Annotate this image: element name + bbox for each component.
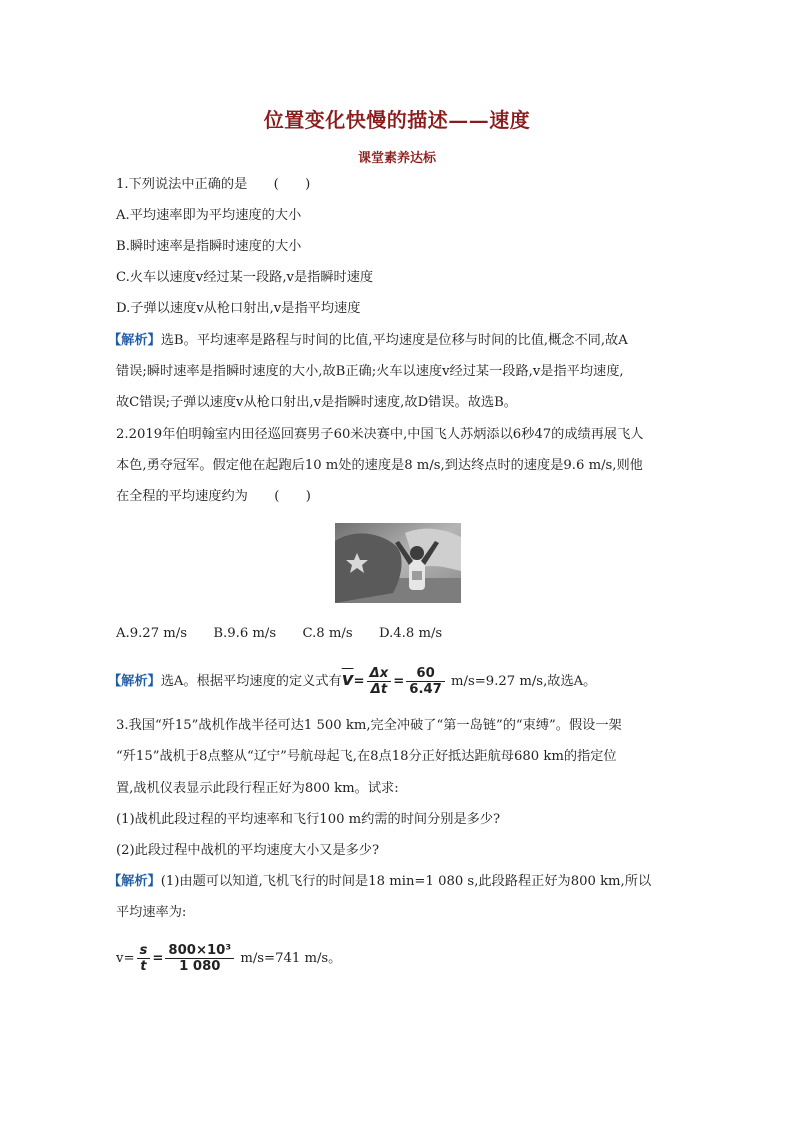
q3-formula-result: m/s=741 m/s。 xyxy=(236,951,342,966)
q2-analysis-text: 选A。根据平均速度的定义式有 xyxy=(160,674,342,689)
q1-option-a: A.平均速率即为平均速度的大小 xyxy=(116,208,302,223)
q1-analysis-line-1 xyxy=(108,332,628,350)
q2-formula-num-1: Δx xyxy=(367,666,392,682)
q2-stem-line-1: 2.2019年伯明翰室内田径巡回赛男子60米决赛中,中国飞人苏炳添以6秒47的成绩再展飞人 xyxy=(116,427,644,442)
q3-analysis-text-1: (1)由题可以知道,飞机飞行的时间是18 min=1 080 s,此段路程正好为800 km,所以 xyxy=(160,874,652,889)
q3-formula-num-2: 800×10³ xyxy=(165,943,234,959)
q2-formula-fraction-1 xyxy=(367,666,392,697)
q2-formula-den-1: Δt xyxy=(370,682,388,697)
q2-options: A.9.27 m/s B.9.6 m/s C.8 m/s D.4.8 m/s xyxy=(116,626,443,641)
q1-option-d: D.子弹以速度v从枪口射出,v是指平均速度 xyxy=(116,301,361,316)
q3-analysis-line-1 xyxy=(108,873,651,891)
q1-analysis-text-1: 选B。平均速率是路程与时间的比值,平均速度是位移与时间的比值,概念不同,故A xyxy=(160,333,628,348)
q3-stem-line-2: “歼15”战机于8点整从“辽宁”号航母起飞,在8点18分正好抵达距航母680 km的指定位 xyxy=(116,749,617,764)
q3-formula-lhs: v= xyxy=(116,951,135,966)
q2-analysis-label: 【解析】 xyxy=(108,674,161,689)
q3-analysis-line-2: 平均速率为: xyxy=(116,905,187,920)
q3-formula-num-1: s xyxy=(137,943,151,959)
q3-formula-den-2: 1 080 xyxy=(179,959,221,974)
q2-stem-line-2: 本色,勇夺冠军。假定他在起跑后10 m处的速度是8 m/s,到达终点时的速度是9.6 m/s,则他 xyxy=(116,458,643,473)
q3-formula-line xyxy=(116,943,341,974)
q1-analysis-line-3: 故C错误;子弹以速度v从枪口射出,v是指瞬时速度,故D错误。故选B。 xyxy=(116,395,517,410)
q3-formula-fraction-1 xyxy=(137,943,151,974)
sprinter-photo-illustration xyxy=(335,523,461,603)
q3-sub-question-2: (2)此段过程中战机的平均速度大小又是多少? xyxy=(116,843,380,858)
q3-formula-den-1: t xyxy=(140,959,147,974)
q3-formula-eq: = xyxy=(152,951,164,966)
q2-formula-eq-2: = xyxy=(393,674,405,689)
q1-option-c: C.火车以速度v经过某一段路,v是指瞬时速度 xyxy=(116,270,374,285)
q1-option-b: B.瞬时速率是指瞬时速度的大小 xyxy=(116,239,302,254)
q2-formula-fraction-2 xyxy=(406,666,445,697)
q2-analysis-line xyxy=(108,665,596,697)
page-title: 位置变化快慢的描述——速度 xyxy=(263,108,531,132)
section-subtitle: 课堂素养达标 xyxy=(357,151,436,166)
q3-analysis-label: 【解析】 xyxy=(108,874,161,889)
q3-formula-fraction-2 xyxy=(165,943,234,974)
q1-stem: 1.下列说法中正确的是 ( ) xyxy=(116,177,311,192)
q1-analysis-label: 【解析】 xyxy=(108,333,161,348)
q2-stem-line-3: 在全程的平均速度约为 ( ) xyxy=(116,489,311,504)
q1-analysis-line-2: 错误;瞬时速率是指瞬时速度的大小,故B正确;火车以速度v经过某一段路,v是指平均速度, xyxy=(116,364,624,379)
q3-sub-question-1: (1)战机此段过程的平均速率和飞行100 m约需的时间分别是多少? xyxy=(116,812,501,827)
q2-analysis-result: m/s=9.27 m/s,故选A。 xyxy=(446,674,597,689)
q2-formula-den-2: 6.47 xyxy=(409,682,442,697)
sprinter-photo xyxy=(335,523,461,603)
q3-stem-line-1: 3.我国“歼15”战机作战半径可达1 500 km,完全冲破了“第一岛链”的“束缚”。假设一架 xyxy=(116,718,622,733)
q2-formula-eq: = xyxy=(353,674,365,689)
q3-stem-line-3: 置,战机仪表显示此段行程正好为800 km。试求: xyxy=(116,781,399,796)
q2-formula-v: $\overline{v}$ xyxy=(341,669,354,690)
q2-formula-num-2: 60 xyxy=(406,666,445,682)
